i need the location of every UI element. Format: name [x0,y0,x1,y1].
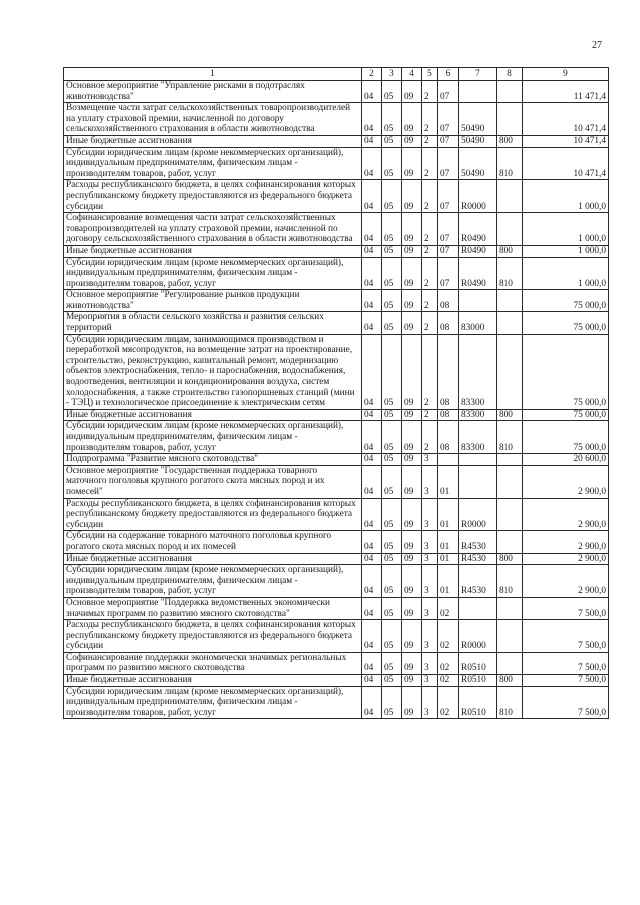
row-code-cell: 05 [382,597,402,619]
row-code-cell: 05 [382,675,402,687]
row-sum-cell: 7 500,0 [523,652,609,674]
row-sum-cell: 75 000,0 [523,290,609,312]
table-row [64,257,609,290]
row-code-cell: 08 [438,421,459,454]
row-code-cell: 09 [402,81,422,103]
row-sum-cell: 75 000,0 [523,421,609,454]
table-row [64,409,609,421]
row-sum-cell: 11 471,4 [523,81,609,103]
row-code-cell: 02 [438,597,459,619]
row-code-cell [497,81,523,103]
table-row [64,147,609,180]
row-code-cell: 05 [382,454,402,466]
row-name-cell: Возмещение части затрат сельскохозяйственных товаропроизводителей на уплату страховой премии, начисленной по договору сельскохозяйственного страхования в области животноводства [64,103,362,136]
row-code-cell: R0510 [459,675,497,687]
row-code-cell: 3 [422,498,438,531]
row-code-cell: 09 [402,565,422,598]
row-code-cell: 2 [422,147,438,180]
row-code-cell [497,334,523,409]
row-code-cell: 2 [422,213,438,246]
row-code-cell: R0510 [459,686,497,719]
row-code-cell: 04 [362,652,382,674]
table-row [64,290,609,312]
row-code-cell [497,531,523,553]
row-code-cell: 09 [402,553,422,565]
row-code-cell: 04 [362,620,382,653]
row-code-cell: 50490 [459,103,497,136]
row-code-cell [438,454,459,466]
row-code-cell: R0490 [459,257,497,290]
row-code-cell: 50490 [459,135,497,147]
table-row [64,135,609,147]
row-sum-cell: 10 471,4 [523,147,609,180]
row-code-cell [459,454,497,466]
row-code-cell: 800 [497,409,523,421]
row-code-cell [497,454,523,466]
row-code-cell: 09 [402,675,422,687]
row-name-cell: Субсидии юридическим лицам (кроме некоммерческих организаций), индивидуальным предпринимателям, физическим лицам - производителям товаров, работ, услуг [64,257,362,290]
row-code-cell: 2 [422,135,438,147]
row-code-cell: 02 [438,686,459,719]
row-code-cell: R0000 [459,180,497,213]
row-sum-cell: 10 471,4 [523,103,609,136]
row-code-cell: 3 [422,597,438,619]
row-code-cell [497,103,523,136]
row-code-cell: 04 [362,531,382,553]
row-code-cell: 04 [362,290,382,312]
row-code-cell: 07 [438,135,459,147]
row-code-cell [497,620,523,653]
row-code-cell: 04 [362,103,382,136]
row-code-cell: 04 [362,257,382,290]
row-code-cell: 07 [438,103,459,136]
row-name-cell: Субсидии юридическим лицам (кроме некоммерческих организаций), индивидуальным предпринимателям, физическим лицам - производителям товаров, работ, услуг [64,686,362,719]
row-name-cell: Мероприятия в области сельского хозяйства и развития сельских территорий [64,312,362,334]
row-code-cell: 02 [438,620,459,653]
row-name-cell: Субсидии на содержание товарного маточного поголовья крупного рогатого скота мясных пород и их помесей [64,531,362,553]
row-code-cell: 09 [402,686,422,719]
table-row [64,81,609,103]
row-code-cell: 05 [382,81,402,103]
row-code-cell: 04 [362,147,382,180]
row-code-cell: 83300 [459,409,497,421]
row-code-cell: 09 [402,147,422,180]
row-code-cell: 05 [382,409,402,421]
row-code-cell: 05 [382,135,402,147]
row-code-cell: 04 [362,675,382,687]
row-sum-cell: 2 900,0 [523,498,609,531]
row-code-cell: 08 [438,290,459,312]
table-row [64,652,609,674]
row-code-cell: R0000 [459,620,497,653]
row-name-cell: Иные бюджетные ассигнования [64,553,362,565]
table-row [64,312,609,334]
row-code-cell: 810 [497,257,523,290]
row-code-cell: 2 [422,180,438,213]
table-row [64,213,609,246]
row-code-cell: 05 [382,565,402,598]
row-code-cell: 09 [402,334,422,409]
row-code-cell: R4530 [459,531,497,553]
row-code-cell: 3 [422,652,438,674]
row-code-cell: 04 [362,553,382,565]
row-code-cell: 05 [382,686,402,719]
row-code-cell: 07 [438,81,459,103]
row-code-cell [497,652,523,674]
row-code-cell [497,465,523,498]
row-sum-cell: 2 900,0 [523,531,609,553]
row-code-cell: 09 [402,213,422,246]
row-code-cell: 05 [382,147,402,180]
row-code-cell: 04 [362,498,382,531]
row-code-cell: 07 [438,147,459,180]
row-code-cell [459,81,497,103]
row-code-cell: 04 [362,565,382,598]
row-code-cell: 09 [402,245,422,257]
row-code-cell: 09 [402,180,422,213]
row-code-cell: 05 [382,553,402,565]
row-name-cell: Иные бюджетные ассигнования [64,409,362,421]
row-sum-cell: 2 900,0 [523,553,609,565]
table-row [64,465,609,498]
row-code-cell: 09 [402,620,422,653]
row-name-cell: Субсидии юридическим лицам (кроме некоммерческих организаций), индивидуальным предпринимателям, физическим лицам - производителям товаров, работ, услуг [64,147,362,180]
row-code-cell: 05 [382,334,402,409]
row-code-cell: 09 [402,257,422,290]
row-sum-cell: 1 000,0 [523,245,609,257]
row-code-cell: 800 [497,245,523,257]
row-code-cell: 05 [382,103,402,136]
row-code-cell [497,597,523,619]
row-code-cell: 05 [382,245,402,257]
table-row [64,103,609,136]
row-code-cell [459,290,497,312]
header-cell: 3 [382,68,402,81]
table-row [64,675,609,687]
row-code-cell: 3 [422,675,438,687]
row-sum-cell: 1 000,0 [523,213,609,246]
row-code-cell: 09 [402,103,422,136]
header-cell: 4 [402,68,422,81]
row-code-cell: 800 [497,553,523,565]
row-code-cell: 3 [422,454,438,466]
row-code-cell [497,312,523,334]
row-code-cell: 05 [382,531,402,553]
row-code-cell: 04 [362,180,382,213]
row-code-cell: 04 [362,312,382,334]
table-header [64,68,609,81]
row-code-cell: 2 [422,245,438,257]
row-code-cell: 07 [438,180,459,213]
row-code-cell: R4530 [459,565,497,598]
row-code-cell: 05 [382,180,402,213]
row-code-cell: 2 [422,421,438,454]
table-row [64,498,609,531]
row-code-cell: R0490 [459,245,497,257]
row-code-cell: 2 [422,409,438,421]
row-code-cell: 05 [382,620,402,653]
table-row [64,686,609,719]
row-code-cell: 3 [422,553,438,565]
table-row [64,245,609,257]
row-name-cell: Софинансирование поддержки экономически значимых региональных программ по развитию мясного скотоводства [64,652,362,674]
row-code-cell: 810 [497,565,523,598]
row-code-cell: 3 [422,620,438,653]
table-row [64,421,609,454]
row-code-cell: 2 [422,334,438,409]
row-name-cell: Основное мероприятие "Поддержка ведомственных экономически значимых программ по развитию мясного скотоводства" [64,597,362,619]
header-cell: 5 [422,68,438,81]
row-code-cell: 2 [422,81,438,103]
row-code-cell [497,290,523,312]
table-row [64,180,609,213]
row-code-cell: 09 [402,652,422,674]
row-code-cell: 83000 [459,312,497,334]
row-code-cell: 2 [422,312,438,334]
header-cell: 8 [497,68,523,81]
row-code-cell: 07 [438,245,459,257]
row-code-cell: 04 [362,81,382,103]
table-row [64,454,609,466]
row-code-cell: 3 [422,465,438,498]
table-row [64,620,609,653]
row-code-cell: 810 [497,147,523,180]
row-code-cell [497,498,523,531]
row-code-cell: 02 [438,675,459,687]
row-name-cell: Софинансирование возмещения части затрат сельскохозяйственных товаропроизводителей на уплату страховой премии, начисленной по договору сельскохозяйственного страхования в области животноводства [64,213,362,246]
row-code-cell: 2 [422,103,438,136]
row-code-cell: 05 [382,421,402,454]
row-code-cell: 01 [438,531,459,553]
row-code-cell: 04 [362,409,382,421]
row-code-cell: 800 [497,135,523,147]
row-code-cell: 09 [402,498,422,531]
row-code-cell: 08 [438,409,459,421]
row-name-cell: Субсидии юридическим лицам (кроме некоммерческих организаций), индивидуальным предпринимателям, физическим лицам - производителям товаров, работ, услуг [64,565,362,598]
row-code-cell: 01 [438,465,459,498]
row-code-cell: 07 [438,257,459,290]
row-code-cell: 810 [497,686,523,719]
row-code-cell: 05 [382,652,402,674]
row-code-cell: 3 [422,531,438,553]
row-code-cell: 05 [382,290,402,312]
row-code-cell: 3 [422,565,438,598]
row-code-cell: 04 [362,245,382,257]
row-name-cell: Подпрограмма "Развитие мясного скотоводства" [64,454,362,466]
row-code-cell: 05 [382,498,402,531]
row-code-cell: R0510 [459,652,497,674]
header-cell: 6 [438,68,459,81]
row-code-cell: 09 [402,312,422,334]
page-number: 27 [592,40,602,51]
row-name-cell: Иные бюджетные ассигнования [64,675,362,687]
row-code-cell: 05 [382,213,402,246]
row-sum-cell: 20 600,0 [523,454,609,466]
header-cell: 9 [523,68,609,81]
row-code-cell: 09 [402,290,422,312]
row-code-cell: 04 [362,686,382,719]
row-code-cell: 05 [382,257,402,290]
row-code-cell: R4530 [459,553,497,565]
row-sum-cell: 75 000,0 [523,312,609,334]
row-code-cell: 3 [422,686,438,719]
row-code-cell: 08 [438,334,459,409]
row-code-cell: 01 [438,498,459,531]
header-cell: 7 [459,68,497,81]
row-name-cell: Субсидии юридическим лицам (кроме некоммерческих организаций), индивидуальным предпринимателям, физическим лицам - производителям товаров, работ, услуг [64,421,362,454]
row-code-cell: 01 [438,565,459,598]
row-code-cell: 05 [382,465,402,498]
row-code-cell: 09 [402,465,422,498]
row-code-cell: 04 [362,213,382,246]
row-code-cell: 800 [497,675,523,687]
row-code-cell: R0000 [459,498,497,531]
header-cell: 1 [64,68,362,81]
row-code-cell: R0490 [459,213,497,246]
row-name-cell: Основное мероприятие "Государственная поддержка товарного маточного поголовья крупного рогатого скота мясных пород и их помесей" [64,465,362,498]
row-code-cell: 04 [362,454,382,466]
row-code-cell: 50490 [459,147,497,180]
row-code-cell: 09 [402,421,422,454]
row-code-cell: 09 [402,531,422,553]
row-code-cell: 04 [362,421,382,454]
row-name-cell: Расходы республиканского бюджета, в целях софинансирования которых республиканскому бюджету предоставляются из федерального бюджета субсидии [64,180,362,213]
row-code-cell: 09 [402,454,422,466]
row-sum-cell: 75 000,0 [523,334,609,409]
row-code-cell [497,213,523,246]
row-name-cell: Основное мероприятие "Управление рисками в подотраслях животноводства" [64,81,362,103]
row-sum-cell: 2 900,0 [523,565,609,598]
row-code-cell: 07 [438,213,459,246]
row-sum-cell: 75 000,0 [523,409,609,421]
row-sum-cell: 7 500,0 [523,620,609,653]
table-row [64,553,609,565]
row-code-cell: 05 [382,312,402,334]
table-row [64,334,609,409]
row-code-cell: 01 [438,553,459,565]
row-code-cell: 04 [362,465,382,498]
row-sum-cell: 2 900,0 [523,465,609,498]
header-row [64,68,609,81]
table-row [64,597,609,619]
row-code-cell: 09 [402,409,422,421]
row-sum-cell: 1 000,0 [523,180,609,213]
row-code-cell: 83300 [459,334,497,409]
row-code-cell [497,180,523,213]
row-sum-cell: 1 000,0 [523,257,609,290]
budget-table [63,67,609,719]
table-row [64,531,609,553]
row-code-cell: 2 [422,290,438,312]
row-sum-cell: 7 500,0 [523,675,609,687]
row-code-cell: 2 [422,257,438,290]
row-code-cell: 02 [438,652,459,674]
row-name-cell: Иные бюджетные ассигнования [64,245,362,257]
row-name-cell: Расходы республиканского бюджета, в целях софинансирования которых республиканскому бюджету предоставляются из федерального бюджета субсидии [64,620,362,653]
row-name-cell: Иные бюджетные ассигнования [64,135,362,147]
row-code-cell [459,597,497,619]
row-code-cell: 04 [362,135,382,147]
row-code-cell: 04 [362,334,382,409]
row-code-cell: 810 [497,421,523,454]
row-code-cell: 83300 [459,421,497,454]
row-code-cell: 09 [402,597,422,619]
table-body [64,81,609,719]
table-row [64,565,609,598]
row-code-cell: 09 [402,135,422,147]
header-cell: 2 [362,68,382,81]
row-code-cell: 04 [362,597,382,619]
row-sum-cell: 7 500,0 [523,597,609,619]
row-name-cell: Основное мероприятие "Регулирование рынков продукции животноводства" [64,290,362,312]
row-sum-cell: 10 471,4 [523,135,609,147]
row-code-cell [459,465,497,498]
row-name-cell: Расходы республиканского бюджета, в целях софинансирования которых республиканскому бюджету предоставляются из федерального бюджета субсидии [64,498,362,531]
row-sum-cell: 7 500,0 [523,686,609,719]
row-code-cell: 08 [438,312,459,334]
row-name-cell: Субсидии юридическим лицам, занимающимся производством и переработкой мясопродуктов, на возмещение затрат на проектирование, строительство, реконструкцию, капитальный ремонт, модернизацию объектов электроснабжения, тепло- и пароснабжения, водоснабжения, водоотведения, вентиляции и кондиционирования воздуха, систем холодоснабжения, а также строительство газопоршневых станций (мини - ТЭЦ) и технологическое присоединение к электрическим сетям [64,334,362,409]
